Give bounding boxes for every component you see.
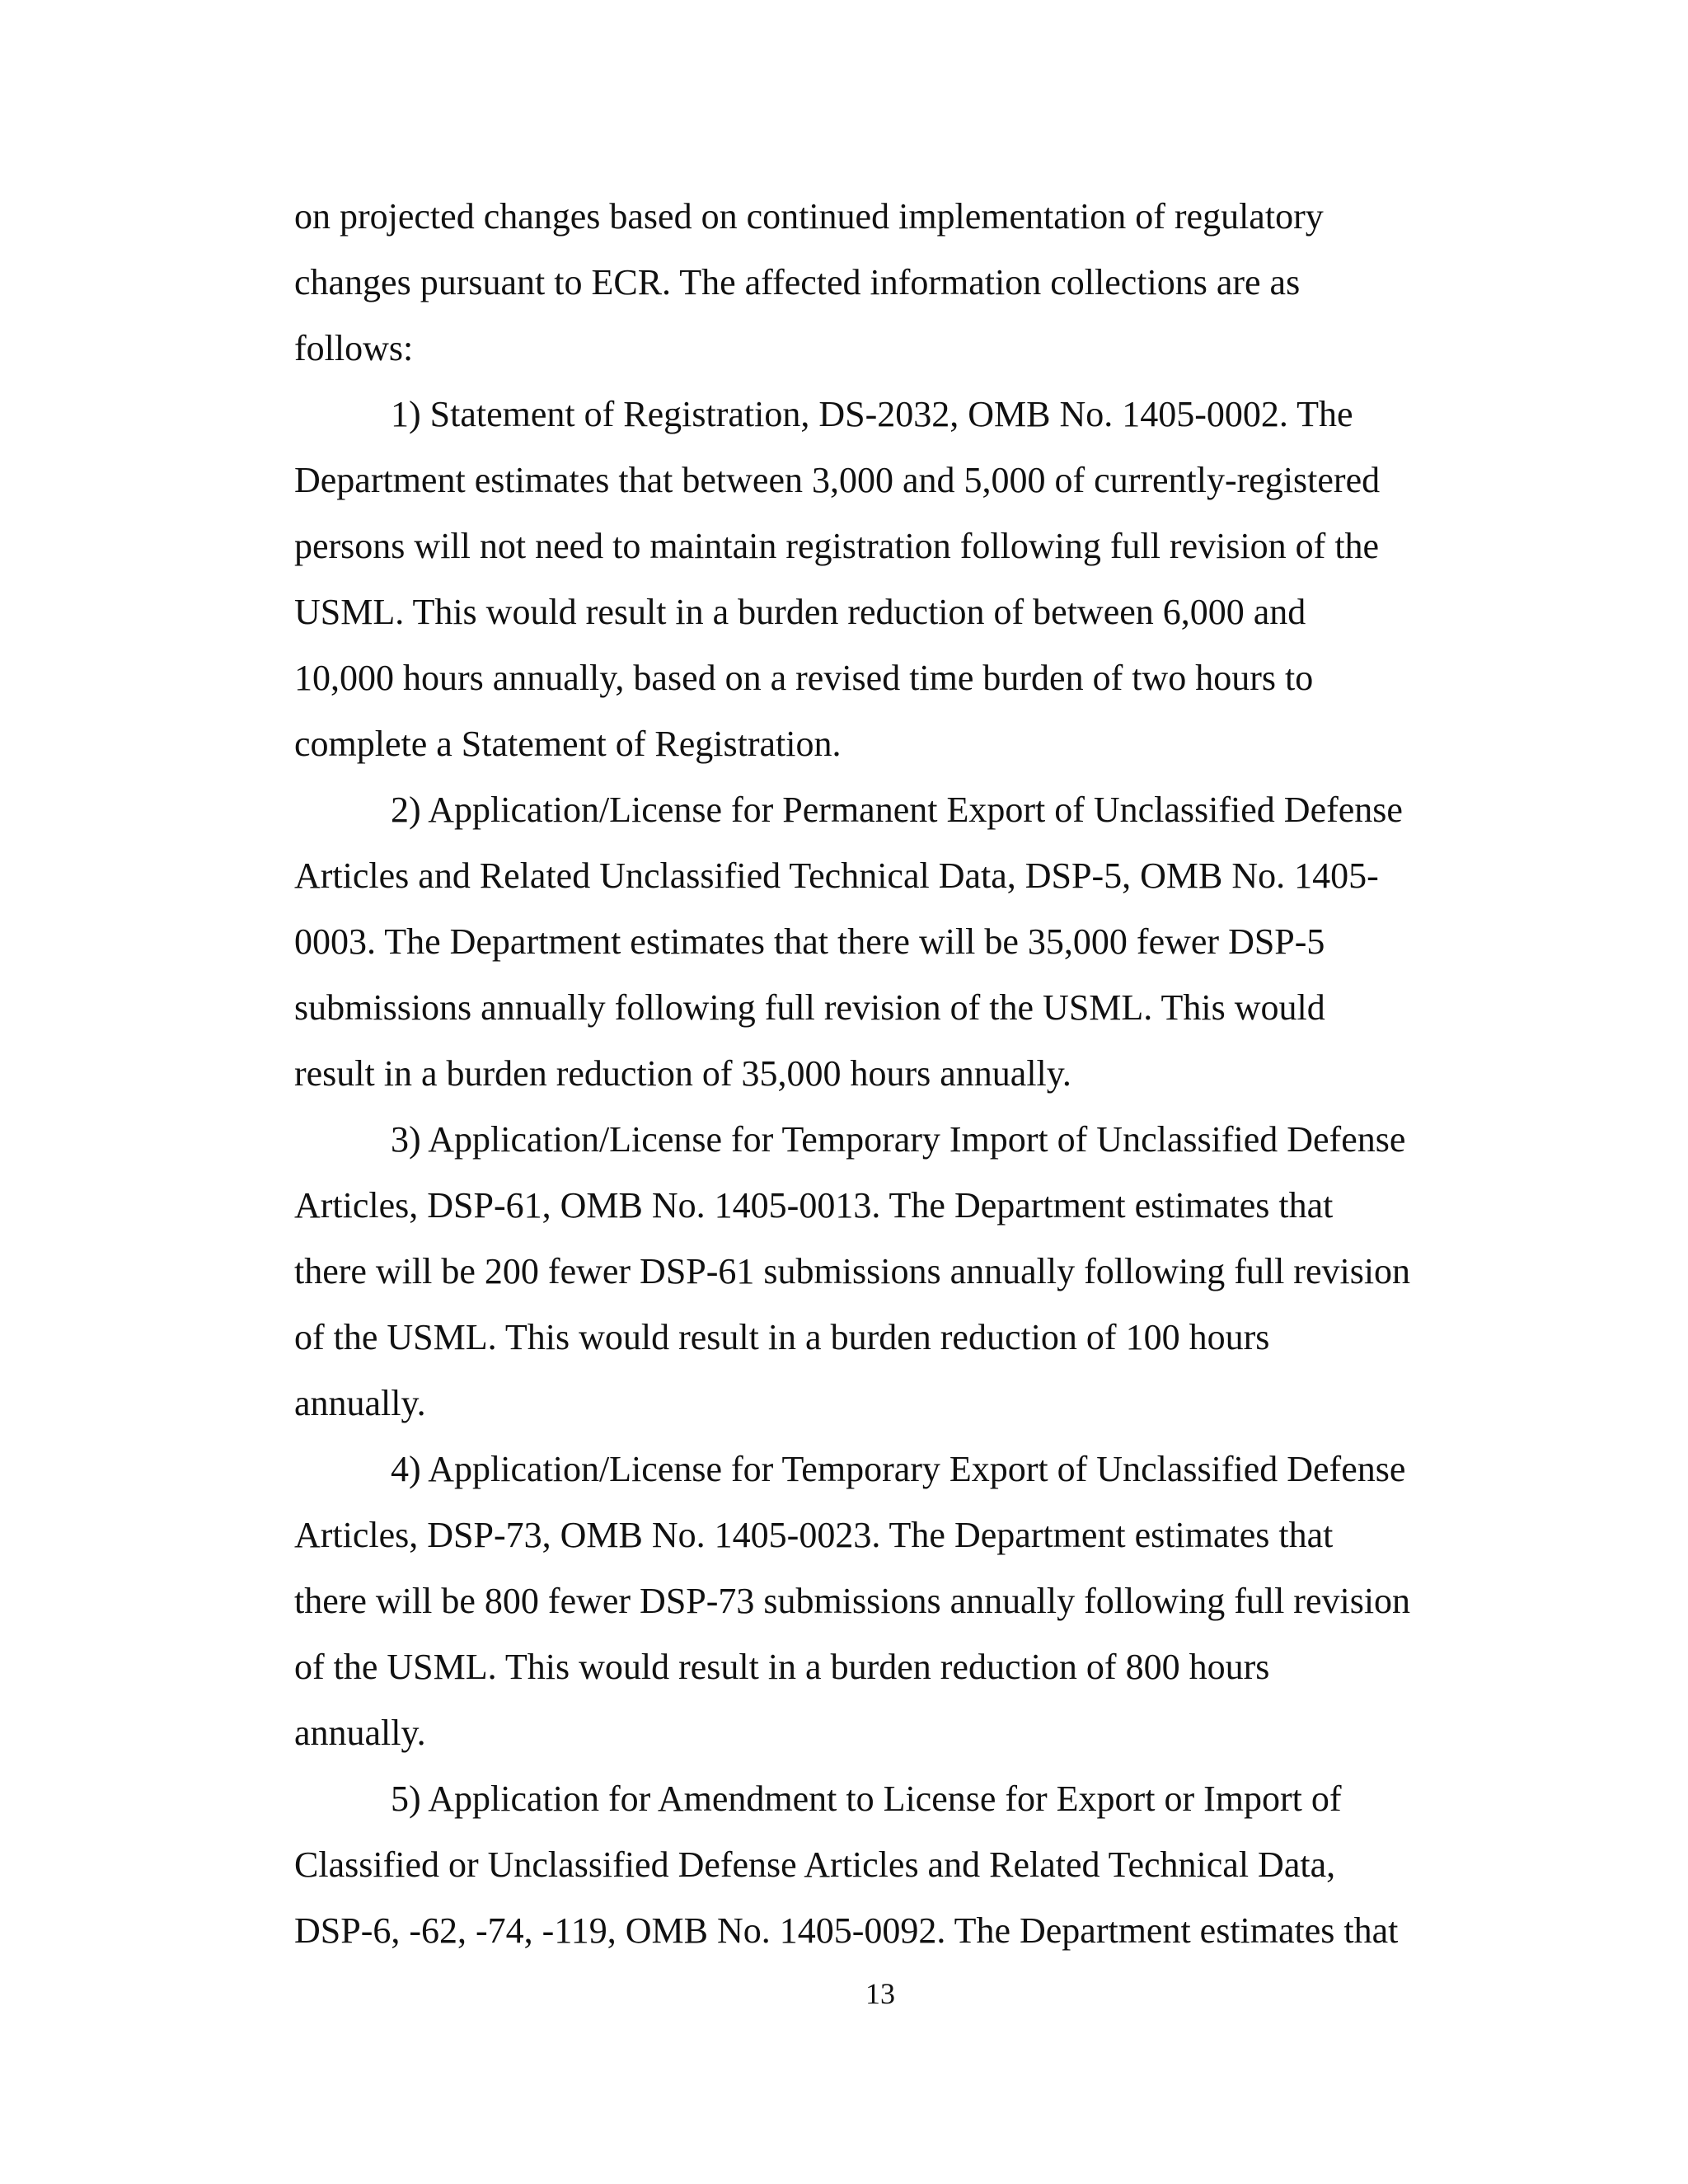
text-line: annually. <box>294 1383 426 1423</box>
text-line: 0003. The Department estimates that there will be 35,000 fewer DSP-5 <box>294 921 1325 962</box>
text-line: Articles, DSP-61, OMB No. 1405-0013. The Department estimates that <box>294 1185 1334 1226</box>
text-line: there will be 200 fewer DSP-61 submissions annually following full revision <box>294 1251 1411 1291</box>
text-line: persons will not need to maintain registration following full revision of the <box>294 526 1380 566</box>
text-line: changes pursuant to ECR. The affected information collections are as <box>294 262 1301 302</box>
text-line: Classified or Unclassified Defense Articles and Related Technical Data, <box>294 1844 1336 1885</box>
list-item-3-first-line: 3) Application/License for Temporary Import of Unclassified Defense <box>391 1119 1406 1160</box>
text-line: submissions annually following full revision of the USML. This would <box>294 987 1325 1028</box>
text-line: follows: <box>294 328 414 368</box>
text-line: of the USML. This would result in a burden reduction of 800 hours <box>294 1647 1270 1687</box>
text-line: Articles and Related Unclassified Technical Data, DSP-5, OMB No. 1405- <box>294 855 1379 896</box>
text-line: DSP-6, -62, -74, -119, OMB No. 1405-0092. The Department estimates that <box>294 1910 1399 1951</box>
text-line: on projected changes based on continued implementation of regulatory <box>294 196 1324 237</box>
text-line: complete a Statement of Registration. <box>294 724 842 764</box>
text-line: 10,000 hours annually, based on a revised time burden of two hours to <box>294 658 1314 698</box>
list-item-1-first-line: 1) Statement of Registration, DS-2032, OMB No. 1405-0002. The <box>391 394 1353 434</box>
text-line: USML. This would result in a burden reduction of between 6,000 and <box>294 592 1306 632</box>
list-item-2-first-line: 2) Application/License for Permanent Export of Unclassified Defense <box>391 790 1403 830</box>
text-line: Articles, DSP-73, OMB No. 1405-0023. The Department estimates that <box>294 1515 1334 1555</box>
page-number: 13 <box>865 1977 895 2010</box>
text-line: annually. <box>294 1713 426 1753</box>
text-line: there will be 800 fewer DSP-73 submissions annually following full revision <box>294 1581 1411 1621</box>
text-line: of the USML. This would result in a burden reduction of 100 hours <box>294 1317 1270 1357</box>
list-item-5-first-line: 5) Application for Amendment to License for Export or Import of <box>391 1779 1342 1819</box>
text-line: result in a burden reduction of 35,000 hours annually. <box>294 1053 1071 1094</box>
text-line: Department estimates that between 3,000 and 5,000 of currently-registered <box>294 460 1381 500</box>
list-item-4-first-line: 4) Application/License for Temporary Export of Unclassified Defense <box>391 1449 1406 1489</box>
